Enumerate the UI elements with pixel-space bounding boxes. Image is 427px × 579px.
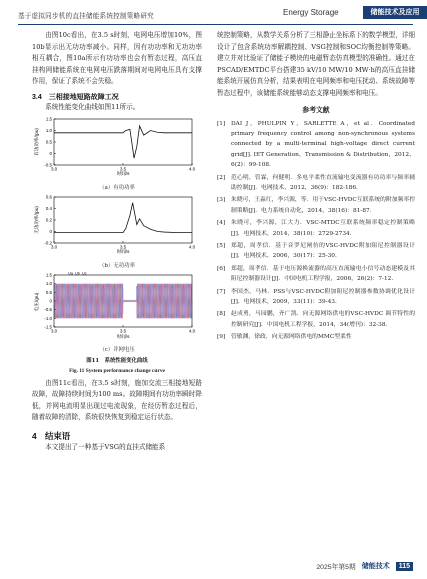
y-tick-label: 1.5	[45, 272, 52, 278]
reference-number: [7]	[217, 288, 226, 295]
y-tick-label: 1.0	[45, 280, 52, 286]
x-tick-label: 4.0	[188, 244, 196, 250]
subfigure-caption-b: （b）无功功率	[99, 262, 135, 269]
journal-logo: 储能技术	[361, 561, 390, 570]
x-ticks	[51, 325, 196, 334]
y-tick-label: 1.0	[45, 127, 52, 133]
header-rule	[18, 24, 413, 25]
x-tick-label: 3.0	[50, 328, 58, 334]
reference-number: [8]	[217, 311, 226, 318]
paragraph: 系统性能变化曲线如图11所示。	[45, 102, 140, 111]
section-heading-4: 4 结束语	[32, 430, 71, 441]
reference-item	[217, 241, 415, 262]
reference-number: [2]	[217, 174, 226, 181]
subfigure-caption-a: （a）有功功率	[99, 184, 135, 191]
chart-grid-voltage	[32, 272, 202, 344]
y-tick-label: -0.2	[44, 240, 52, 246]
right-column	[217, 30, 415, 345]
section-heading-3-4: 3.4 三相接地短路故障工况	[32, 93, 119, 101]
reference-number: [5]	[217, 243, 226, 250]
reference-text: DAI J，PHULPIN Y，SARLETTE A，et al．Coordinated primary frequency control among non-synchronous systems connected by a multi-terminal high-voltage direct current grid[J]. IET Generation，Transmission & Distribution，2012，6(2)：99-108.	[231, 120, 415, 169]
y-tick-label: 0.6	[45, 194, 52, 200]
y-tick-label: 0	[49, 150, 52, 156]
y-axis-label: 无功功率/(pu)	[34, 205, 39, 234]
y-tick-label: -0.5	[44, 162, 52, 168]
reference-item	[217, 287, 415, 308]
reference-number: [9]	[217, 334, 226, 341]
reference-number: [3]	[217, 197, 226, 204]
x-tick-label: 4.0	[188, 166, 196, 172]
reference-number: [1]	[217, 120, 226, 127]
y-tick-label: -1.5	[44, 324, 52, 330]
series-label: Uc	[82, 271, 87, 276]
y-axis-label: 电压/(pu)	[34, 292, 39, 311]
y-axis-label: 有功功率/(pu)	[34, 127, 39, 156]
reference-text: 朱晓可，王淼红，李兴源，等．用于VSC-HVDC互联系统的附加频率控制策略[J]．电力系统自动化，2014，38(16)：81-87.	[231, 197, 415, 214]
x-tick-label: 3.0	[50, 244, 58, 250]
reference-item	[217, 309, 415, 330]
page-footer	[316, 561, 413, 571]
reference-text: 管敏渊，徐政．向无源网络供电的MMC型柔性	[231, 334, 352, 341]
paragraph: 本文提出了一种基于VSG的直挂式储能系	[45, 442, 166, 451]
reference-number: [6]	[217, 265, 226, 272]
x-tick-label: 4.0	[188, 328, 196, 334]
chart-reactive-power	[32, 194, 202, 260]
x-axis-label: 时间/s	[116, 333, 130, 339]
references-heading: 参考文献	[302, 105, 330, 114]
running-title: 基于虚拟同步机的直挂储能系统控制策略研究	[18, 12, 154, 20]
paragraph: 由图10c看出，在3.5 s时刻，电网电压增加10%，图10b显示出无功功率减小。同样，因有功功率和无功功率相互耦合，图10a所示有功功率也会有暂态过程，高压直挂构网储能系统在电网电压跌落期间对电网电压具有支撑作用，保证了系统不会失稳。	[32, 31, 202, 86]
y-tick-label: -1.0	[44, 315, 52, 321]
reference-text: 李国杰，马林．PSS与VSC-HVDC附加阻尼控制器参数协调优化设计[J]．电网技术，2009，33(11)：39-43.	[231, 288, 415, 306]
reference-item	[217, 195, 415, 216]
y-tick-label: 0.4	[45, 205, 52, 211]
chart-active-power	[32, 116, 202, 182]
section-badge: 储能技术及应用	[363, 6, 427, 19]
y-tick-label: 0.5	[45, 139, 52, 145]
x-axis-label: 时间/s	[116, 248, 130, 254]
y-tick-label: 0.2	[45, 217, 52, 223]
paragraph: 统控制策略，从数学关系分析了三相静止坐标系下的数学模型，详细设计了包含系统功率解耦控制、VSG控制和SOC均衡控制等策略。建立并对比验证了储能子模块的电磁暂态仿真模型的准确性。通过在PSCAD/EMTDC平台搭建35 kV/10 MW/10 MW·h的高压直挂储能系统开展仿真分析，结果表明在电网频率和电压扰动、系统故障等暂态过程中，该储能系统能够动态支撑电网频率和电压。	[217, 31, 415, 97]
reference-item	[217, 173, 415, 194]
y-tick-label: 1.5	[45, 116, 52, 122]
reference-text: 郑超，周孝信．基于音罗尼闸仿的VSC-HVDC附加阻尼控制器设计[J]．电网技术，2006，30(17)：25-30.	[231, 243, 415, 260]
reference-item	[217, 119, 415, 171]
reference-number: [4]	[217, 220, 226, 227]
series-label: Ub	[75, 271, 80, 276]
plot-frame	[54, 119, 192, 165]
y-tick-label: -0.5	[44, 306, 52, 312]
y-tick-label: 0	[49, 298, 52, 304]
reference-text: 赵成勇，马园鹏，齐广凯．向无源网络供电的VSC-HVDC 调节特性的控制研究[J]．中国电机工程学报，2014，34(增刊)：32-38.	[231, 311, 415, 328]
series-line	[54, 202, 192, 232]
voltage-series	[54, 272, 192, 318]
reference-item	[217, 218, 415, 239]
plot-frame	[54, 197, 192, 243]
journal-name: Energy Storage	[283, 8, 339, 17]
reference-list	[217, 119, 415, 343]
reference-text: 朱晓可，李兴源，江大力．VSC-MTDC互联系统频率稳定控制策略[J]．电网技术，2014，38(10)：2729-2734.	[231, 220, 415, 237]
x-tick-label: 3.5	[119, 166, 127, 172]
issue-label: 2025年第5期	[316, 564, 356, 571]
x-tick-label: 3.5	[119, 328, 127, 334]
series-line	[54, 125, 192, 157]
page-number: 115	[396, 562, 413, 571]
figure-caption-en: Fig. 11 System performance change curve	[69, 367, 165, 374]
left-column	[32, 30, 202, 454]
series-label: Ua	[68, 271, 73, 276]
x-axis-label: 时间/s	[116, 170, 130, 176]
x-tick-label: 3.0	[50, 166, 58, 172]
y-tick-label: 0	[49, 228, 52, 234]
paragraph: 由图11c看出，在3.5 s时刻，施加交流三相接地短路故障，故障持续时间为100 ms。故障期间有功功率瞬时降低，并网电流明显出现过电流现象，在经历暂态过程后，随着故障的清除，系统很快恢复到稳定运行状态。	[32, 378, 202, 422]
y-tick-label: 0.5	[45, 289, 52, 295]
reference-item	[217, 332, 415, 342]
x-tick-label: 3.5	[119, 244, 127, 250]
reference-text: 郑超，周孝信．基于电压源换流器的高压直流输电小信号动态建模及其阻尼控制器设计[J]．中国电机工程学报，2006，26(2)：7-12.	[231, 265, 415, 283]
figure-caption-cn: 图11 系统性能变化曲线	[86, 357, 148, 364]
subfigure-caption-c: （c）并网电压	[99, 346, 135, 353]
reference-item	[217, 264, 415, 285]
reference-text: 范心明，管霖，何健明．多电平柔性直流输电变流器有功功率与频率辅助控制[J]．电网技术，2012，36(9)：182-186.	[231, 174, 415, 191]
